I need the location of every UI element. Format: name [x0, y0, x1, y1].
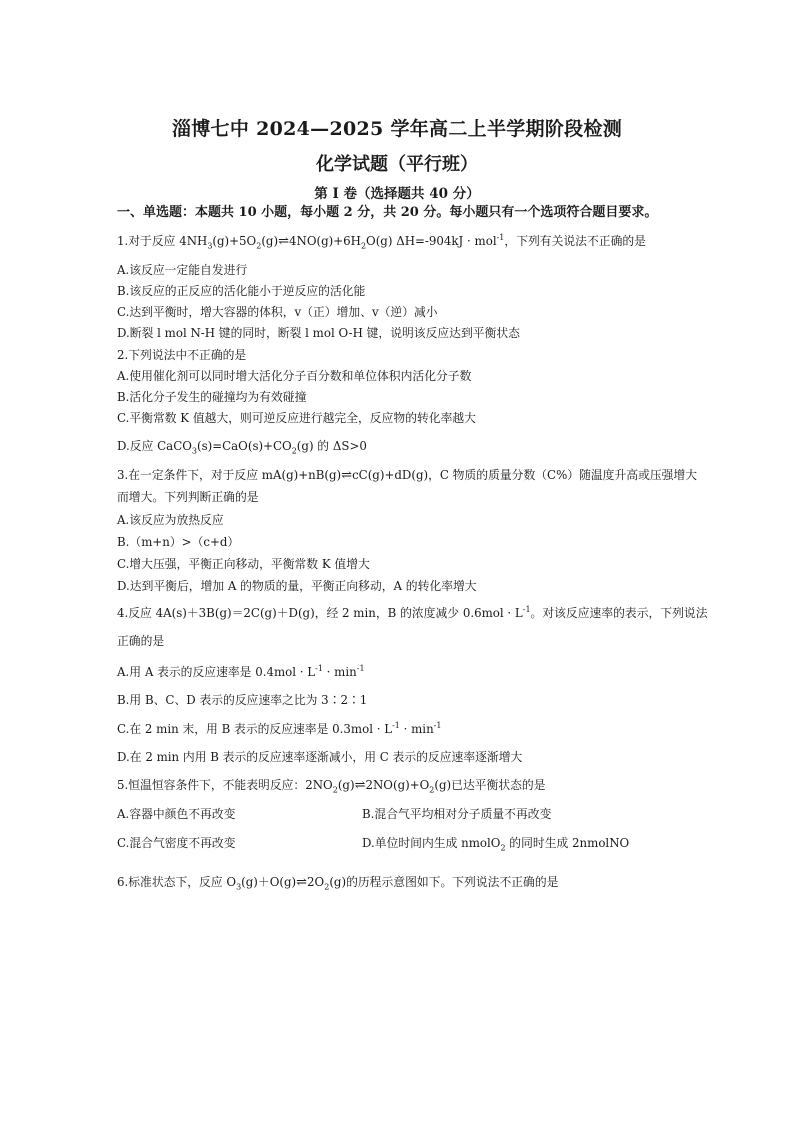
q5-option-a: A.容器中颜色不再改变	[117, 807, 236, 821]
exam-title: 淄博七中 2024—2025 学年高二上半学期阶段检测	[171, 118, 623, 140]
equilibrium-arrow-icon: ⇌	[296, 875, 308, 890]
equilibrium-arrow-icon: ⇌	[278, 234, 289, 249]
q3-option-d: D.达到平衡后，增加 A 的物质的量，平衡正向移动，A 的转化率增大	[117, 579, 477, 593]
equilibrium-arrow-icon: ⇌	[354, 778, 366, 793]
q2-option-a: A.使用催化剂可以同时增大活化分子百分数和单位体积内活化分子数	[117, 369, 472, 383]
q1-option-a: A.该反应一定能自发进行	[117, 263, 248, 277]
q4-stem-line2: 正确的是	[117, 634, 165, 648]
q3-stem: 3.在一定条件下，对于反应 mA(g)+nB(g)⇌cC(g)+dD(g)，C 物质的质量分数（C%）随温度升高或压强增大	[117, 468, 698, 483]
q1-option-b: B.该反应的正反应的活化能小于逆反应的活化能	[117, 284, 366, 298]
q4-option-c: C.在 2 min 末，用 B 表示的反应速率是 $0.3mol \cdot L^{-1} \cdot \min^{-1}$	[117, 721, 442, 736]
q2-option-c: C.平衡常数 K 值越大，则可逆反应进行越完全，反应物的转化率越大	[117, 411, 476, 425]
q4-option-d: D.在 2 min 内用 B 表示的反应速率逐渐减小，用 C 表示的反应速率逐渐增大	[117, 750, 523, 764]
q5-option-c: C.混合气密度不再改变	[117, 836, 236, 850]
exam-subtitle: 化学试题（平行班）	[316, 154, 478, 175]
q2-option-b: B.活化分子发生的碰撞均为有效碰撞	[117, 390, 307, 404]
volume-heading: 第 I 卷（选择题共 40 分）	[314, 186, 480, 202]
q4-stem: 4.反应 4A(s)＋3B(g)＝2C(g)＋D(g)，经 2 min，B 的浓度减少 $0.6mol \cdot L^{-1}$。对该反应速率的表示，下列说法	[117, 605, 708, 620]
section-heading: 一、单选题：本题共 10 小题，每小题 2 分，共 20 分。每小题只有一个选项符合题目要求。	[117, 205, 658, 220]
q6-stem: 6.标准状态下，反应 $O_3(g)+O(g)\rightleftharpoons 2O_2(g)$的历程示意图如下。下列说法不正确的是	[117, 875, 559, 892]
q3-option-b: B.（m+n）>（c+d）	[117, 535, 240, 549]
q5-option-d: D.单位时间内生成 nmolO$_2$ 的同时生成 2nmolNO	[362, 836, 630, 853]
equilibrium-arrow-icon: ⇌	[341, 468, 353, 483]
q5-stem: 5.恒温恒容条件下，不能表明反应：$2NO_2(g)\rightleftharpoons 2NO(g)+O_2(g)$已达平衡状态的是	[117, 778, 546, 795]
q1-option-d: D.断裂 l mol N-H 键的同时，断裂 l mol O-H 键，说明该反应达到平衡状态	[117, 326, 520, 340]
q1-stem: 1.对于反应 $4NH_3(g)+5O_2(g)\rightleftharpoons 4NO(g)+6H_2O(g) \Delta H=-904kJ \cdot mol^{-1}$，下列有关说法不正确的是	[117, 233, 646, 251]
q4-option-a: A.用 A 表示的反应速率是 $0.4mol \cdot L^{-1} \cdot \min^{-1}$	[117, 664, 365, 679]
q5-option-b: B.混合气平均相对分子质量不再改变	[362, 807, 552, 821]
q3-stem-line2: 而增大。下列判断正确的是	[117, 490, 259, 504]
q2-option-d: D.反应 $CaCO_3(s)=CaO(s)+CO_2(g)$ 的 ΔS>0	[117, 439, 367, 456]
q3-option-a: A.该反应为放热反应	[117, 513, 224, 527]
q4-option-b: B.用 B、C、D 表示的反应速率之比为 3∶2∶1	[117, 693, 368, 707]
q2-stem: 2.下列说法中不正确的是	[117, 348, 247, 362]
q1-option-c: C.达到平衡时，增大容器的体积，v（正）增加、v（逆）减小	[117, 305, 438, 319]
q3-option-c: C.增大压强，平衡正向移动，平衡常数 K 值增大	[117, 557, 370, 571]
